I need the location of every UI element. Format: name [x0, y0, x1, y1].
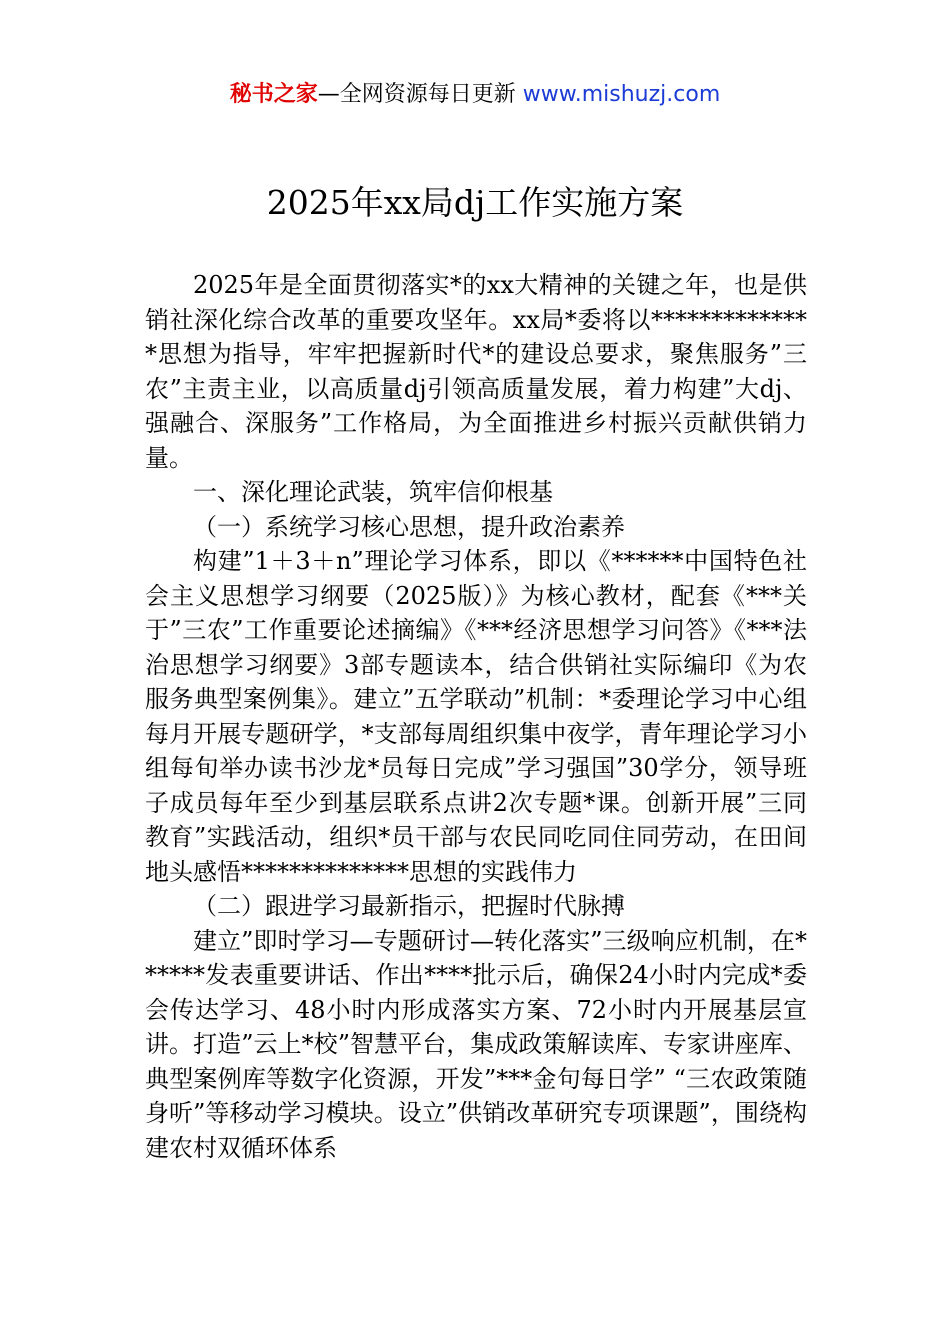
document-title: 2025年xx局dj工作实施方案: [266, 183, 684, 222]
site-header: [0, 80, 950, 110]
intro-paragraph: 2025年是全面贯彻落实*的xx大精神的关键之年，也是供销社深化综合改革的重要攻坚年。xx局*委将以**************思想为指导，牢牢把握新时代*的建设总要求，聚焦服务”三农”主责主业，以高质量dj引领高质量发展，着力构建”大dj、强融合、深服务”工作格局，为全面推进乡村振兴贡献供销力量。: [145, 271, 807, 472]
site-brand: 秘书之家: [229, 82, 318, 107]
site-url-link[interactable]: www.mishuzj.com: [522, 82, 721, 107]
body-paragraph-2: 建立”即时学习—专题研讨—转化落实”三级响应机制，在******发表重要讲话、作出****批示后，确保24小时内完成*委会传达学习、48小时内形成落实方案、72小时内开展基层宣讲。打造”云上*校”智慧平台，集成政策解读库、专家讲座库、典型案例库等数字化资源，开发”***金句每日学” “三农政策随身听”等移动学习模块。设立”供销改革研究专项课题”，围绕构建农村双循环体系: [145, 926, 807, 1162]
subsection-heading-2: （二）跟进学习最新指示，把握时代脉搏: [193, 892, 625, 920]
body-paragraph-1: 构建”1＋3＋n”理论学习体系，即以《******中国特色社会主义思想学习纲要（2025版）》为核心教材，配套《***关于”三农”工作重要论述摘编》《***经济思想学习问答》《***法治思想学习纲要》3部专题读本，结合供销社实际编印《为农服务典型案例集》。建立”五学联动”机制：*委理论学习中心组每月开展专题研学，*支部每周组织集中夜学，青年理论学习小组每旬举办读书沙龙*员每日完成”学习强国”30学分，领导班子成员每年至少到基层联系点讲2次专题*课。创新开展”三同教育”实践活动，组织*员干部与农民同吃同住同劳动，在田间地头感悟**************思想的实践伟力: [145, 547, 807, 886]
section-heading-1: 一、深化理论武装，筑牢信仰根基: [193, 478, 553, 506]
site-slogan: —全网资源每日更新: [317, 82, 523, 107]
subsection-heading-1: （一）系统学习核心思想，提升政治素养: [193, 512, 625, 541]
document-body: [145, 268, 807, 1165]
